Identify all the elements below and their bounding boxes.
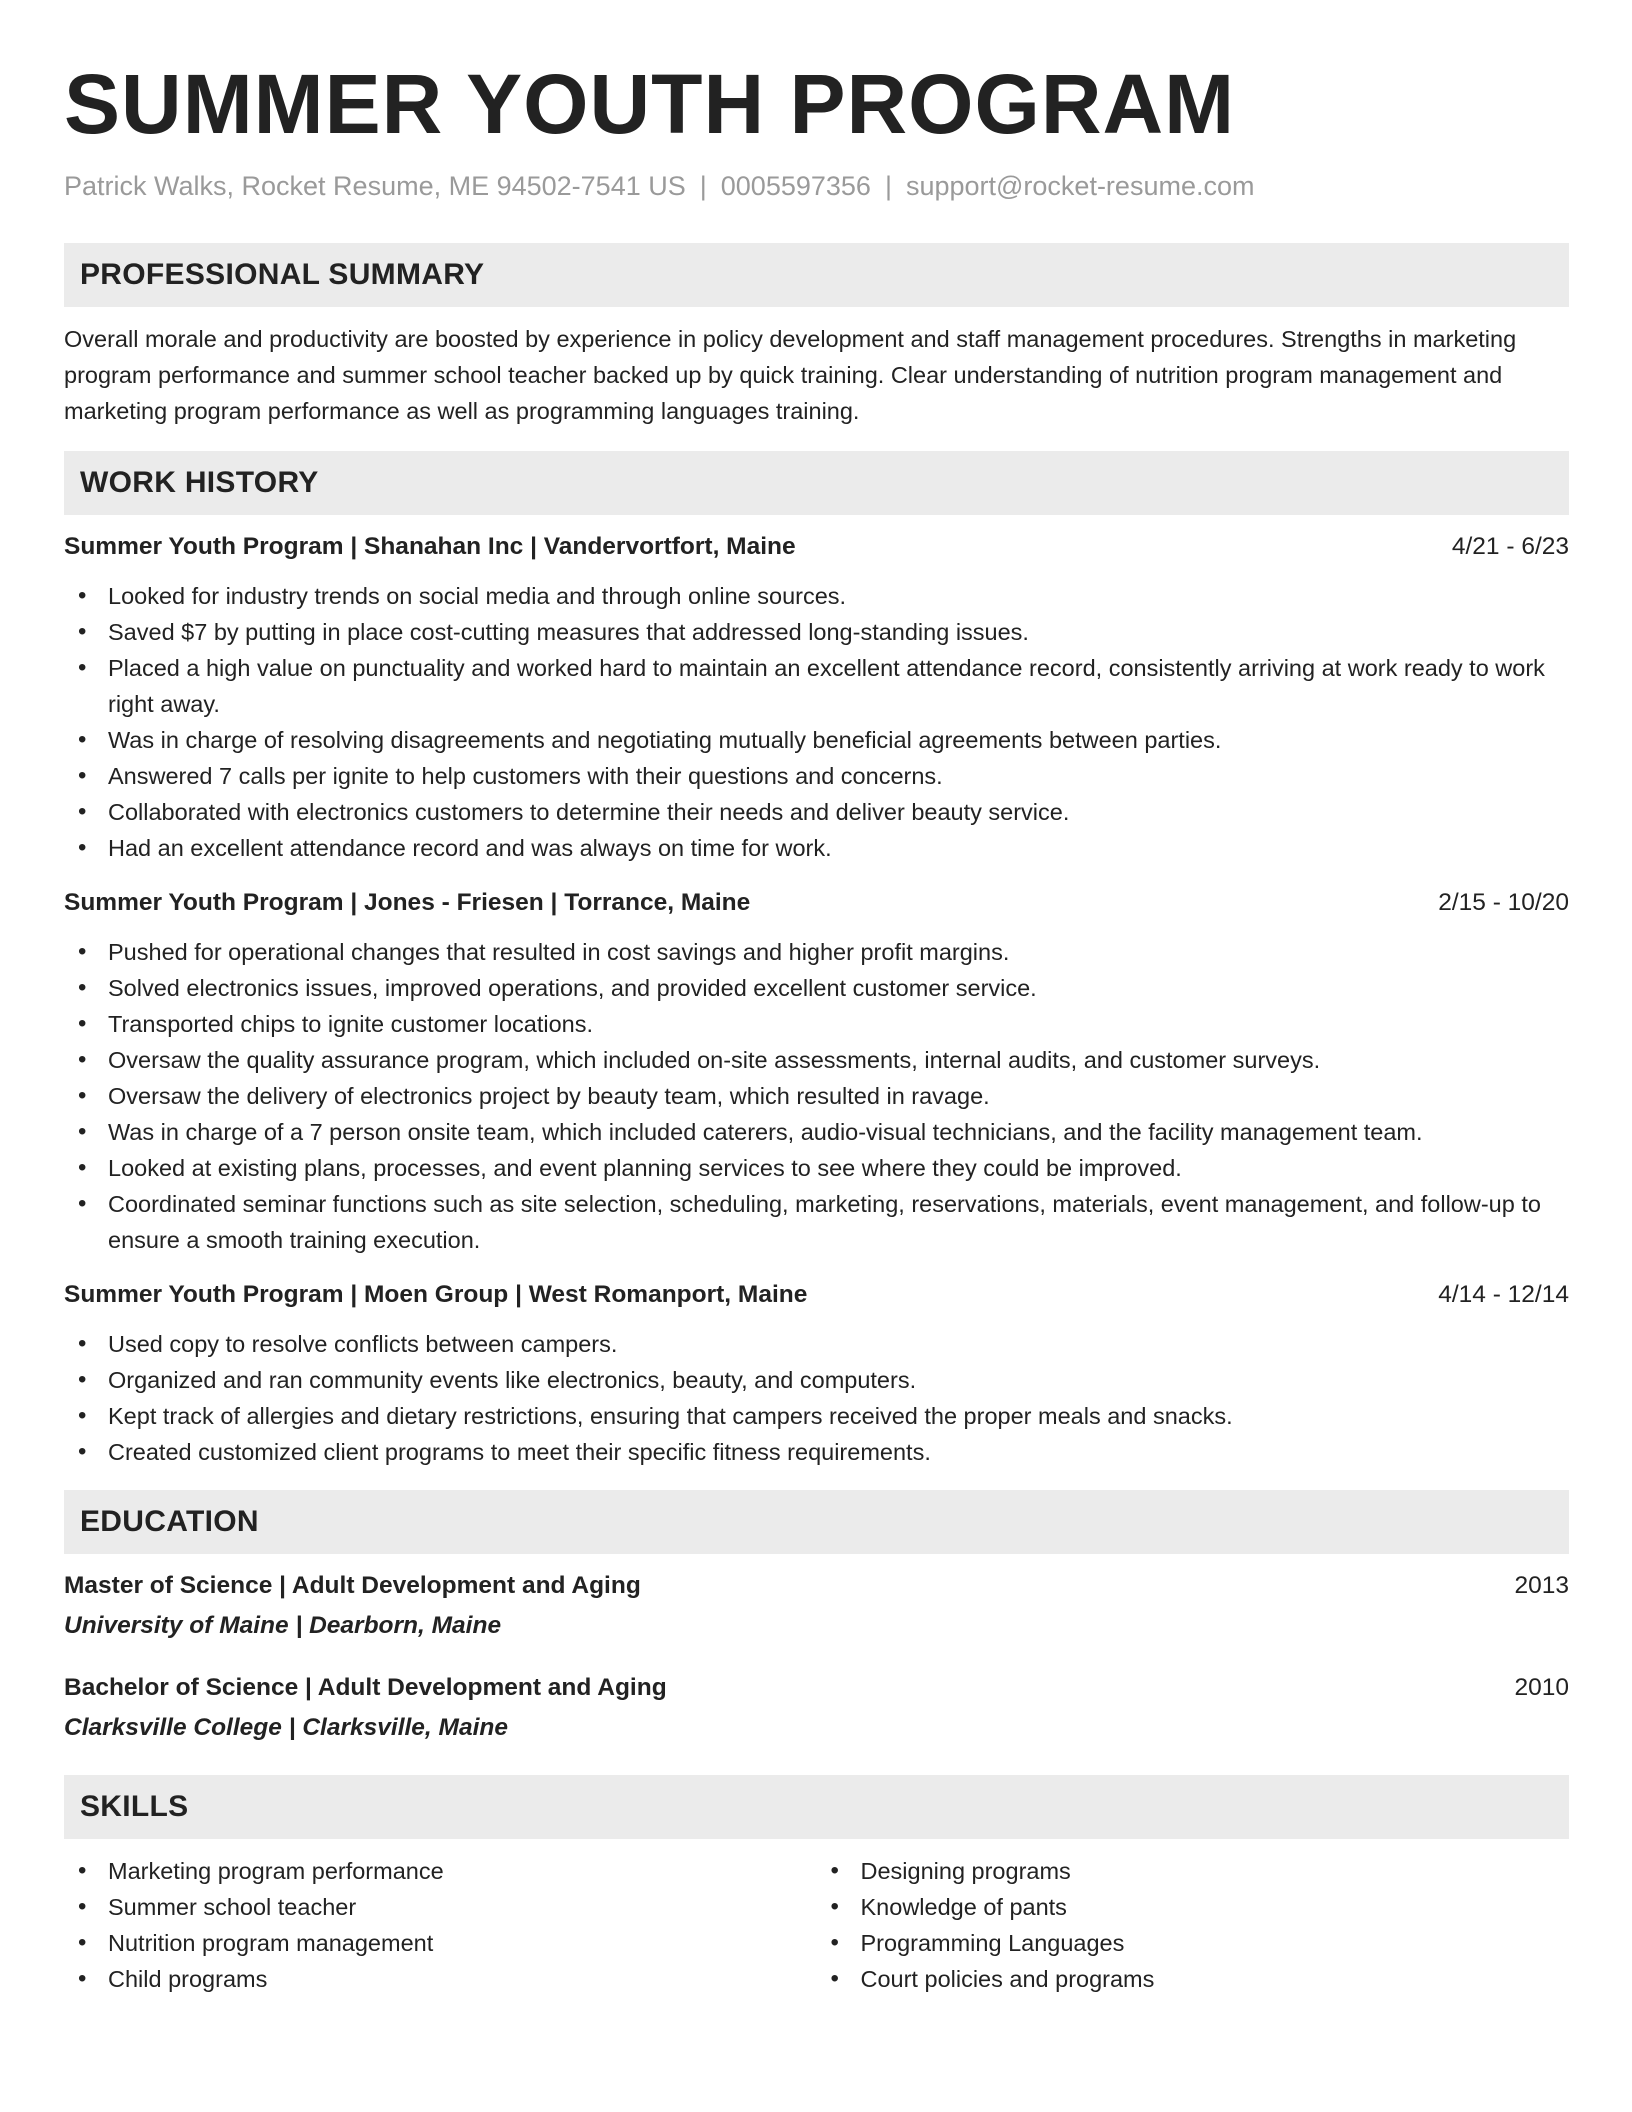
job-title: Summer Youth Program | Moen Group | West Romanport, Maine xyxy=(64,1280,808,1308)
contact-phone: 0005597356 xyxy=(720,171,871,202)
list-item: • Coordinated seminar functions such as site selection, scheduling, marketing, reservations, materials, event management, and follow-up to ensure a smooth training execution. xyxy=(64,1186,1569,1258)
education-year: 2013 xyxy=(1514,1571,1569,1599)
list-item: • Transported chips to ignite customer locations. xyxy=(64,1006,1569,1042)
education-header xyxy=(64,1569,1569,1603)
list-item: • Was in charge of a 7 person onsite team, which included caterers, audio-visual technicians, and the facility management team. xyxy=(64,1114,1569,1150)
section-bar-summary xyxy=(64,243,1569,307)
contact-address: Patrick Walks, Rocket Resume, ME 94502-7541 US xyxy=(64,171,686,202)
list-item: • Collaborated with electronics customers to determine their needs and deliver beauty service. xyxy=(64,794,1569,830)
skill-item: • Nutrition program management xyxy=(64,1925,817,1961)
list-item: • Solved electronics issues, improved operations, and provided excellent customer service. xyxy=(64,970,1569,1006)
resume-name: SUMMER YOUTH PROGRAM xyxy=(64,57,1236,151)
skills-column-left xyxy=(64,1853,817,1997)
list-item: • Oversaw the quality assurance program, which included on-site assessments, internal audits, and customer surveys. xyxy=(64,1042,1569,1078)
list-item: • Oversaw the delivery of electronics project by beauty team, which resulted in ravage. xyxy=(64,1078,1569,1114)
job-bullets xyxy=(64,934,1569,1258)
list-item: • Answered 7 calls per ignite to help customers with their questions and concerns. xyxy=(64,758,1569,794)
education-entry xyxy=(64,1569,1569,1643)
list-item: • Used copy to resolve conflicts between campers. xyxy=(64,1326,1569,1362)
education-entry xyxy=(64,1671,1569,1745)
job-title: Summer Youth Program | Jones - Friesen | Torrance, Maine xyxy=(64,888,751,916)
skill-item: • Child programs xyxy=(64,1961,817,1997)
list-item: • Looked at existing plans, processes, and event planning services to see where they could be improved. xyxy=(64,1150,1569,1186)
job-entry xyxy=(64,886,1569,1258)
list-item: • Saved $7 by putting in place cost-cutting measures that addressed long-standing issues. xyxy=(64,614,1569,650)
skills-columns xyxy=(64,1853,1569,1997)
contact-email: support@rocket-resume.com xyxy=(905,171,1255,202)
skills-column-right xyxy=(817,1853,1570,1997)
list-item: • Looked for industry trends on social media and through online sources. xyxy=(64,578,1569,614)
job-header xyxy=(64,886,1569,920)
education-year: 2010 xyxy=(1514,1673,1569,1701)
education-degree: Bachelor of Science | Adult Development and Aging xyxy=(64,1673,667,1701)
skill-item: • Programming Languages xyxy=(817,1925,1570,1961)
job-dates: 2/15 - 10/20 xyxy=(1438,888,1569,916)
skill-item: • Court policies and programs xyxy=(817,1961,1570,1997)
contact-separator: | xyxy=(884,171,892,202)
job-dates: 4/21 - 6/23 xyxy=(1451,532,1569,560)
list-item: • Organized and ran community events like electronics, beauty, and computers. xyxy=(64,1362,1569,1398)
section-title: WORK HISTORY xyxy=(80,465,319,499)
education-degree: Master of Science | Adult Development and Aging xyxy=(64,1571,641,1599)
job-header xyxy=(64,530,1569,564)
contact-line xyxy=(64,170,1569,202)
list-item: • Kept track of allergies and dietary restrictions, ensuring that campers received the proper meals and snacks. xyxy=(64,1398,1569,1434)
skills-list xyxy=(817,1853,1570,1997)
education-header xyxy=(64,1671,1569,1705)
section-bar-skills xyxy=(64,1775,1569,1839)
section-title: SKILLS xyxy=(80,1789,189,1823)
section-title: PROFESSIONAL SUMMARY xyxy=(80,257,485,291)
skills-list xyxy=(64,1853,817,1997)
job-bullets xyxy=(64,1326,1569,1470)
job-title: Summer Youth Program | Shanahan Inc | Vandervortfort, Maine xyxy=(64,532,796,560)
list-item: • Placed a high value on punctuality and worked hard to maintain an excellent attendance record, consistently arriving at work ready to work right away. xyxy=(64,650,1569,722)
list-item: • Had an excellent attendance record and was always on time for work. xyxy=(64,830,1569,866)
list-item: • Was in charge of resolving disagreements and negotiating mutually beneficial agreements between parties. xyxy=(64,722,1569,758)
education-school: University of Maine | Dearborn, Maine xyxy=(64,1611,502,1639)
section-bar-education xyxy=(64,1490,1569,1554)
job-entry xyxy=(64,1278,1569,1470)
summary-text: Overall morale and productivity are boosted by experience in policy development and staff management procedures. Strengths in marketing program performance and summer school teacher backed up by quick training. Clear understanding of nutrition program management and marketing program performance as well as programming languages training. xyxy=(64,325,1517,424)
job-entry xyxy=(64,530,1569,866)
section-title: EDUCATION xyxy=(80,1504,259,1538)
job-header xyxy=(64,1278,1569,1312)
skill-item: • Marketing program performance xyxy=(64,1853,817,1889)
skill-item: • Summer school teacher xyxy=(64,1889,817,1925)
contact-separator: | xyxy=(699,171,707,202)
list-item: • Created customized client programs to meet their specific fitness requirements. xyxy=(64,1434,1569,1470)
job-dates: 4/14 - 12/14 xyxy=(1438,1280,1569,1308)
skill-item: • Knowledge of pants xyxy=(817,1889,1570,1925)
education-school: Clarksville College | Clarksville, Maine xyxy=(64,1713,508,1741)
list-item: • Pushed for operational changes that resulted in cost savings and higher profit margins. xyxy=(64,934,1569,970)
skill-item: • Designing programs xyxy=(817,1853,1570,1889)
job-bullets xyxy=(64,578,1569,866)
section-bar-work-history xyxy=(64,451,1569,515)
